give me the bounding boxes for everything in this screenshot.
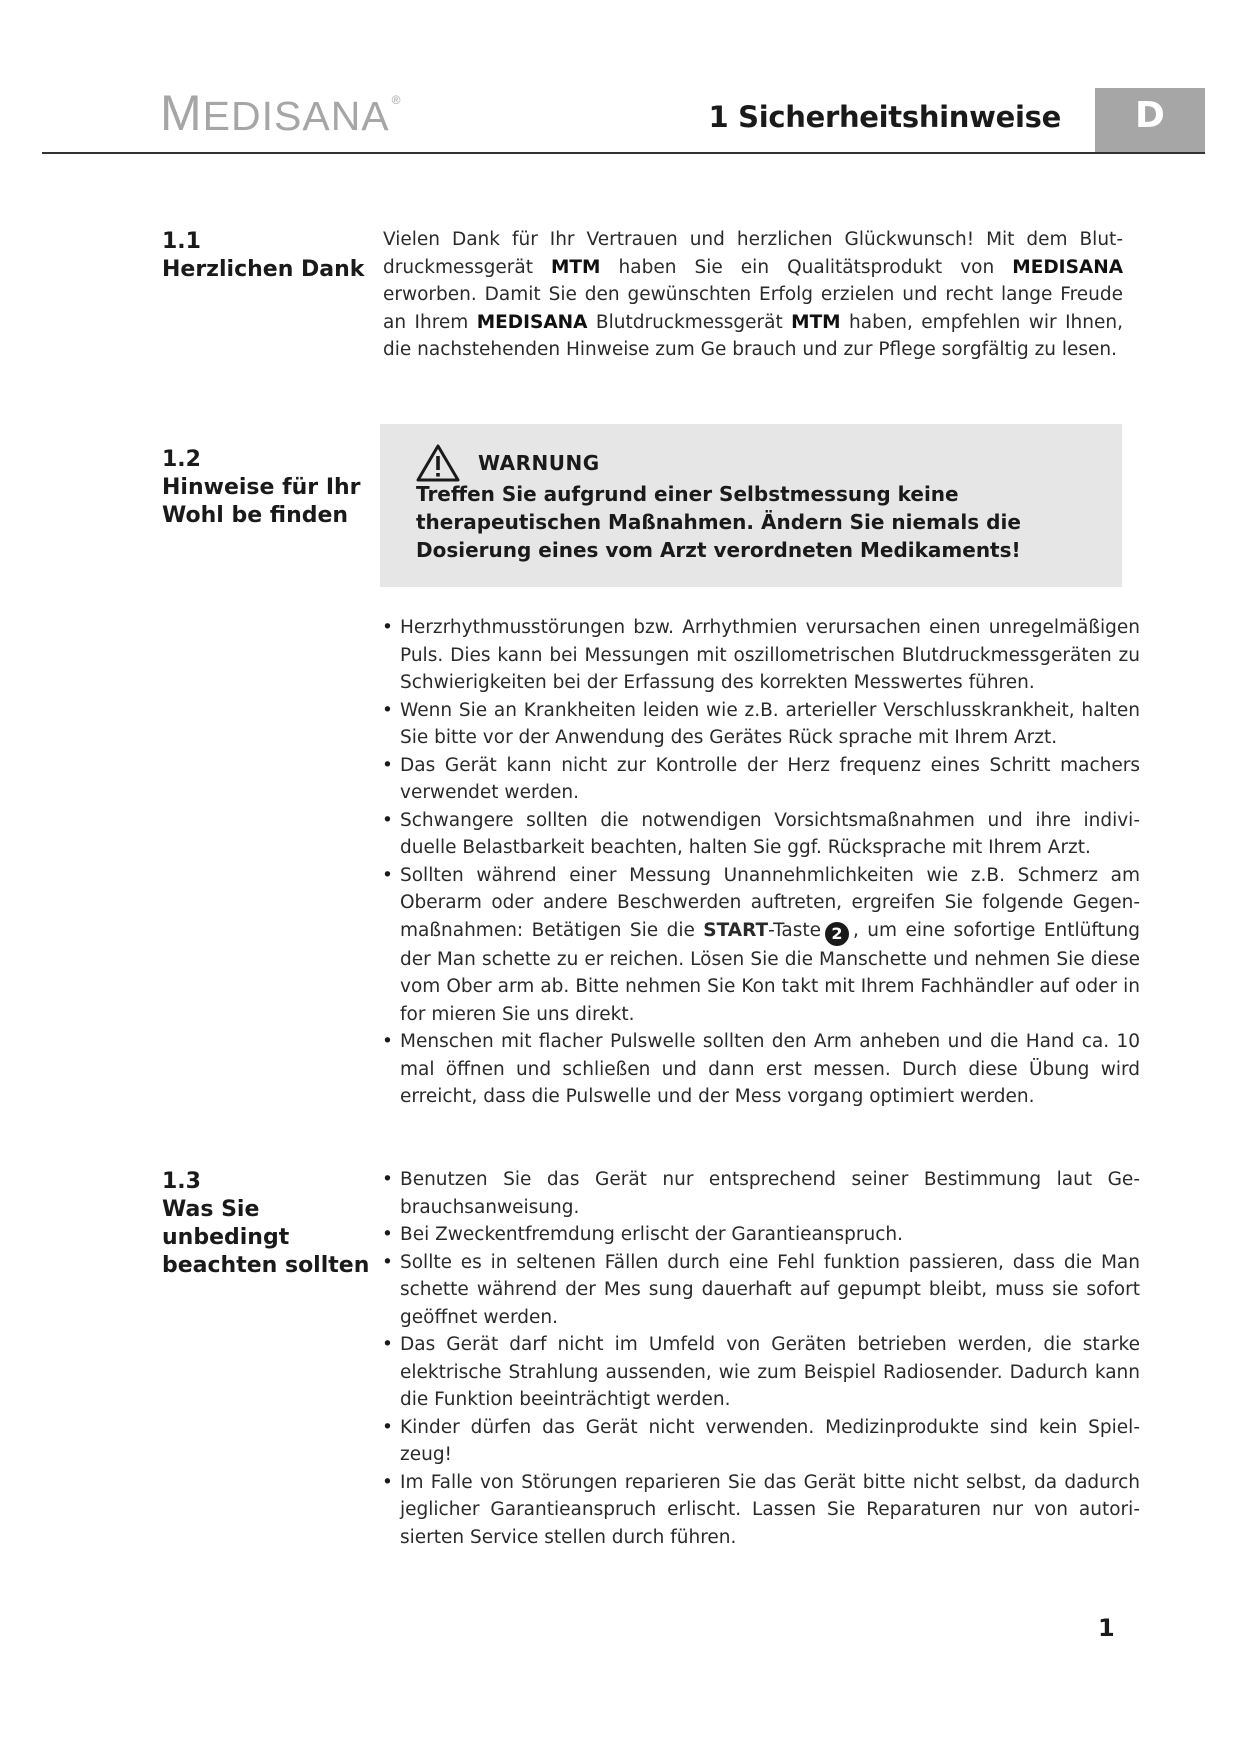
list-item: • Kinder dürfen das Gerät nicht verwenden. Medizinprodukte sind kein Spielzeug! <box>380 1414 1140 1469</box>
section-number: 1.2 <box>162 447 201 472</box>
list-item: • Sollte es in seltenen Fällen durch eine Fehl funktion passieren, dass die Man schette während der Mes sung dauerhaft auf gepumpt bleibt, muss sie sofort geöffnet werden. <box>380 1249 1140 1332</box>
section-number: 1.3 <box>162 1169 201 1194</box>
medisana-logo: MEDISANA ® <box>160 85 402 141</box>
list-item: • Bei Zweckentfremdung erlischt der Garantieanspruch. <box>380 1221 1140 1249</box>
thanks-paragraph: Vielen Dank für Ihr Vertrauen und herzlichen Glückwunsch! Mit dem Blutdruckmessgerät MTM haben Sie ein Qualitätsprodukt von MEDISANA erworben. Damit Sie den gewünschten Erfolg erzielen und recht lange Freude an Ihrem MEDISANA Blutdruckmessgerät MTM haben, empfehlen wir Ihnen, die nachstehenden Hinweise zum Ge brauch und zur Pflege sorgfältig zu lesen. <box>383 229 1124 360</box>
section-title-line: beachten sollten <box>162 1253 370 1278</box>
section-heading-1-1 <box>162 228 382 284</box>
warning-text: Treffen Sie aufgrund einer Selbstmessung keine therapeutischen Maßnahmen. Ändern Sie niemals die Dosierung eines vom Arzt verordneten Medikaments! <box>416 482 1021 562</box>
section-heading-1-3 <box>162 1168 382 1280</box>
safety-notes-list <box>380 614 1140 1111</box>
header-divider <box>42 152 1205 154</box>
warning-header <box>416 444 600 482</box>
start-key-label: START <box>703 919 769 941</box>
section-title-line: Wohl be finden <box>162 503 349 528</box>
section-title-line: Was Sie unbedingt <box>162 1197 290 1250</box>
list-item: • Das Gerät darf nicht im Umfeld von Geräten betrieben werden, die starke elektrische Strahlung aussenden, wie zum Beispiel Radiosender. Dadurch kann die Funktion beeinträchtigt werden. <box>380 1331 1140 1414</box>
page-number: 1 <box>1098 1614 1115 1642</box>
list-item: • Menschen mit flacher Pulswelle sollten den Arm anheben und die Hand ca. 10 mal öffnen und schließen und dann erst messen. Durch diese Übung wird erreicht, dass die Pulswelle und der Mess vorgang optimiert werden. <box>380 1028 1140 1111</box>
start-key-number-badge: 2 <box>825 922 849 946</box>
page-title: 1 Sicherheitshinweise <box>708 100 1061 134</box>
section-heading-1-2 <box>162 446 382 530</box>
list-item: • Das Gerät kann nicht zur Kontrolle der Herz frequenz eines Schritt machers verwendet werden. <box>380 752 1140 807</box>
warning-triangle-icon <box>416 444 460 482</box>
list-item: • Benutzen Sie das Gerät nur entsprechend seiner Bestimmung laut Gebrauchsanweisung. <box>380 1166 1140 1221</box>
section-title: Herzlichen Dank <box>162 257 365 282</box>
list-item: • Im Falle von Störungen reparieren Sie das Gerät bitte nicht selbst, da dadurch jeglicher Garantieanspruch erlischt. Lassen Sie Reparaturen nur von autorisierten Service stellen durch führen. <box>380 1469 1140 1552</box>
list-item: • Schwangere sollten die notwendigen Vorsichtsmaßnahmen und ihre individuelle Belastbarkeit beachten, halten Sie ggf. Rücksprache mit Ihrem Arzt. <box>380 807 1140 862</box>
section-number: 1.1 <box>162 229 201 254</box>
language-tab: D <box>1095 88 1205 152</box>
list-item: • Sollten während einer Messung Unannehmlichkeiten wie z.B. Schmerz am Oberarm oder andere Beschwerden auftreten, ergreifen Sie folgende Gegenmaßnahmen: Betätigen Sie die START-Taste 2 , um eine sofortige Entlüftung der Man schette zu er reichen. Lösen Sie die Manschette und nehmen Sie diese vom Ober arm ab. Bitte nehmen Sie Kon takt mit Ihrem Fachhändler auf oder in for mieren Sie uns direkt. <box>380 862 1140 1029</box>
section-title-line: Hinweise für Ihr <box>162 475 361 500</box>
list-item: • Herzrhythmusstörungen bzw. Arrhythmien verursachen einen unregelmäßigen Puls. Dies kann bei Messungen mit oszillometrischen Blutdruckmessgeräten zu Schwierigkeiten bei der Erfassung des korrekten Messwertes führen. <box>380 614 1140 697</box>
warning-label: WARNUNG <box>478 451 600 475</box>
list-item: • Wenn Sie an Krankheiten leiden wie z.B. arterieller Verschlusskrankheit, halten Sie bitte vor der Anwendung des Gerätes Rück sprache mit Ihrem Arzt. <box>380 697 1140 752</box>
usage-notes-list <box>380 1166 1140 1551</box>
